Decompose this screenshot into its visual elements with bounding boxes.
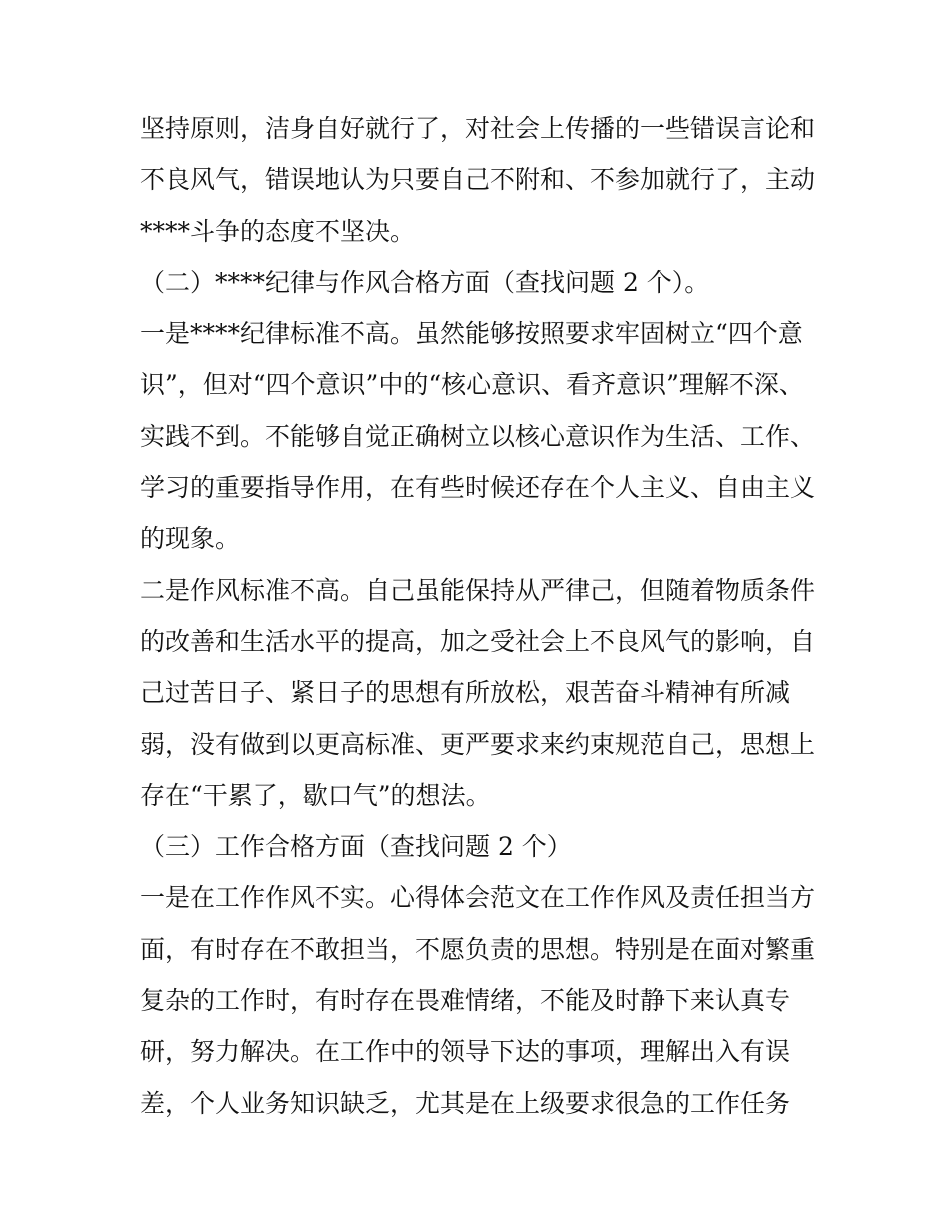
heading-line: （三）工作合格方面（查找问题 2 个） <box>140 832 572 862</box>
text-line: 面，有时存在不敢担当，不愿负责的思想。特别是在面对繁重 <box>140 934 816 964</box>
paragraph-3 <box>140 308 820 564</box>
heading-line: （二）****纪律与作风合格方面（查找问题 2 个）。 <box>140 267 710 297</box>
section-heading-3 <box>140 821 820 872</box>
text-line: 识”，但对“四个意识”中的“核心意识、看齐意识”理解不深、 <box>140 370 804 400</box>
text-line: 弱，没有做到以更高标准、更严要求来约束规范自己，思想上 <box>140 729 816 759</box>
paragraph-1 <box>140 103 820 257</box>
paragraph-6 <box>140 872 820 1128</box>
text-line: 学习的重要指导作用，在有些时候还存在个人主义、自由主义 <box>140 473 816 503</box>
text-line: 研，努力解决。在工作中的领导下达的事项，理解出入有误 <box>140 1037 791 1067</box>
text-line: 的改善和生活水平的提高，加之受社会上不良风气的影响，自 <box>140 626 816 656</box>
text-line: 的现象。 <box>140 524 241 554</box>
text-line: 二是作风标准不高。自己虽能保持从严律己，但随着物质条件 <box>140 575 816 605</box>
text-line: 一是在工作作风不实。心得体会范文在工作作风及责任担当方 <box>140 883 816 913</box>
section-heading-2 <box>140 257 820 308</box>
text-line: 不良风气，错误地认为只要自己不附和、不参加就行了，主动 <box>140 165 816 195</box>
text-line: 复杂的工作时，有时存在畏难情绪，不能及时静下来认真专 <box>140 986 791 1016</box>
text-line: 实践不到。不能够自觉正确树立以核心意识作为生活、工作、 <box>140 421 816 451</box>
text-line: 差，个人业务知识缺乏，尤其是在上级要求很急的工作任务 <box>140 1088 791 1118</box>
paragraph-4 <box>140 565 820 821</box>
text-line: 一是****纪律标准不高。虽然能够按照要求牢固树立“四个意 <box>140 319 803 349</box>
text-line: 存在“干累了，歇口气”的想法。 <box>140 780 491 810</box>
text-line: 坚持原则，洁身自好就行了，对社会上传播的一些错误言论和 <box>140 114 816 143</box>
text-line: ****斗争的态度不坚决。 <box>140 216 416 246</box>
document-body <box>140 103 820 1129</box>
text-line: 己过苦日子、紧日子的思想有所放松，艰苦奋斗精神有所减 <box>140 678 791 708</box>
